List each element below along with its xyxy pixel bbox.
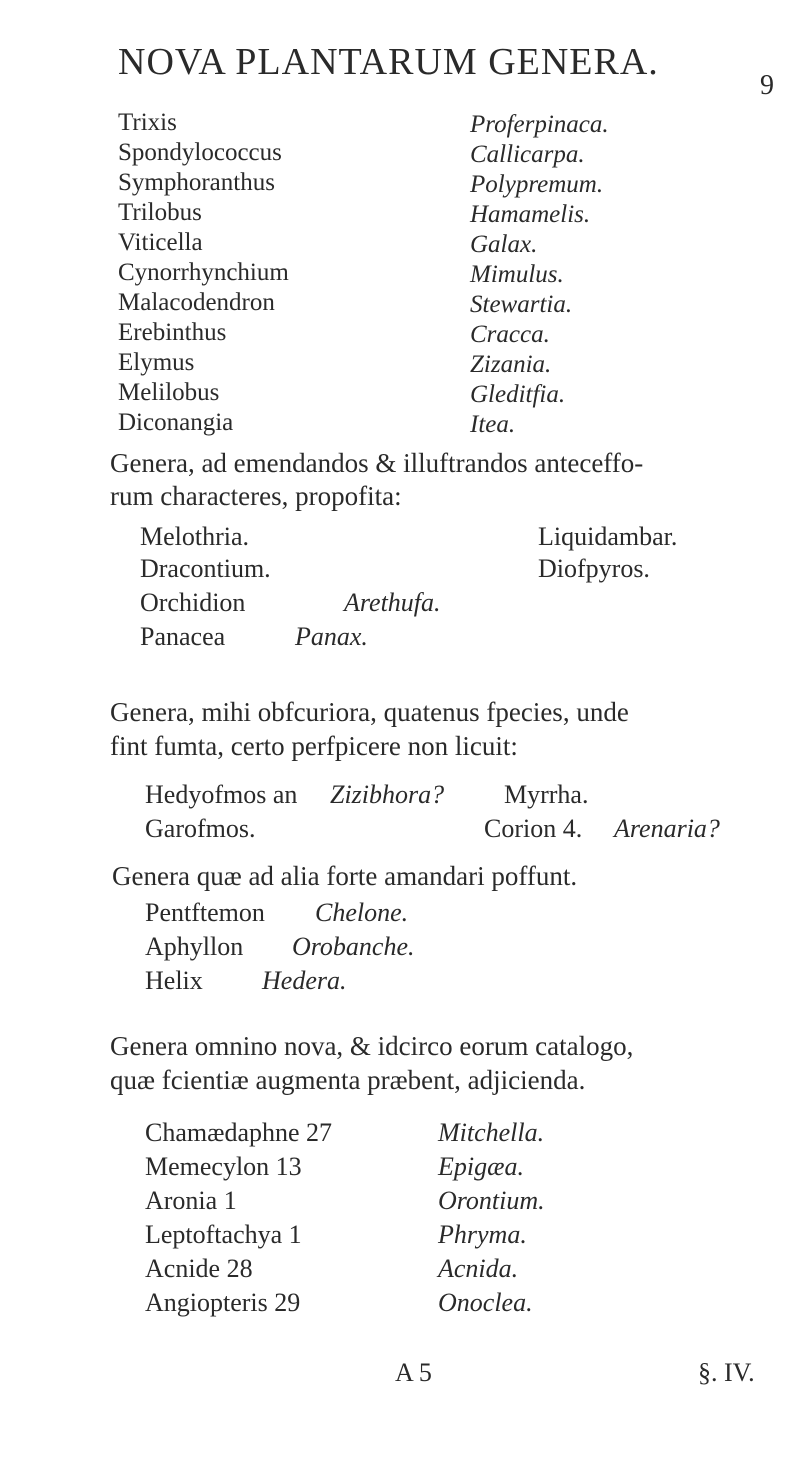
list-item: Spondylococcus — [118, 139, 282, 166]
list-item: Elymus — [118, 349, 195, 376]
list-item: Aronia 1 — [145, 1186, 237, 1215]
list-item: Hedyofmos an — [145, 780, 298, 809]
list-item: Orontium. — [438, 1186, 545, 1215]
list-item: Orchidion — [140, 588, 246, 617]
list-item: Dracontium. — [140, 554, 271, 583]
list-item: Helix — [145, 966, 203, 995]
list-item: Myrrha. — [504, 780, 589, 809]
list-item: Onoclea. — [438, 1288, 533, 1317]
list-item: Chelone. — [315, 898, 409, 927]
list-item: Cracca. — [470, 321, 550, 348]
section4-intro-line1: Genera omnino nova, & idcirco eorum catalogo, — [110, 1031, 634, 1061]
page-number: 9 — [760, 70, 774, 101]
list-item: Corion 4. — [484, 814, 583, 843]
section2-intro-line2: fint fumta, certo perfpicere non licuit: — [110, 731, 518, 761]
signature-mark: A 5 — [395, 1358, 432, 1387]
list-item: Zizania. — [470, 351, 552, 378]
list-item: Angiopteris 29 — [145, 1288, 301, 1317]
list-item: Hedera. — [262, 966, 347, 995]
list-item: Trilobus — [118, 199, 202, 226]
list-item: Pentftemon — [145, 898, 265, 927]
list-item: Cynorrhynchium — [118, 259, 289, 286]
list-item: Symphoranthus — [118, 169, 275, 196]
list-item: Polypremum. — [470, 171, 604, 198]
list-item: Proferpinaca. — [470, 111, 609, 138]
list-item: Liquidambar. — [538, 522, 678, 551]
section3-intro: Genera quæ ad alia forte amandari poffunt. — [112, 861, 578, 891]
synonym-list-left — [118, 108, 289, 438]
list-item: Leptoftachya 1 — [145, 1220, 302, 1249]
list-item: Hamamelis. — [470, 201, 591, 228]
synonym-list-right — [470, 110, 609, 440]
catchword: §. IV. — [698, 1358, 755, 1387]
list-item: Arethufa. — [344, 588, 441, 617]
section1-intro-line2: rum characteres, propofita: — [110, 481, 402, 511]
list-item: Callicarpa. — [470, 141, 585, 168]
list-item: Panax. — [295, 622, 368, 651]
list-item: Zizibhora? — [330, 780, 445, 809]
list-item: Gleditfia. — [470, 381, 566, 408]
list-item: Mimulus. — [470, 261, 564, 288]
list-item: Mitchella. — [438, 1118, 545, 1147]
list-item: Erebinthus — [118, 319, 227, 346]
list-item: Chamædaphne 27 — [145, 1118, 333, 1147]
section2-intro-line1: Genera, mihi obfcuriora, quatenus fpecies, unde — [110, 697, 629, 727]
section1-intro-line1: Genera, ad emendandos & illuftrandos anteceffo- — [110, 448, 644, 478]
list-item: Diconangia — [118, 409, 234, 436]
list-item: Malacodendron — [118, 289, 275, 316]
species-list-right — [438, 1116, 545, 1320]
list-item: Aphyllon — [145, 932, 244, 961]
list-item: Orobanche. — [292, 932, 415, 961]
list-item: Phryma. — [438, 1220, 527, 1249]
list-item: Epigæa. — [438, 1152, 524, 1181]
list-item: Trixis — [118, 109, 177, 136]
list-item: Acnida. — [438, 1254, 519, 1283]
list-item: Stewartia. — [470, 291, 573, 318]
section4-intro-line2: quæ fcientiæ augmenta præbent, adjicienda. — [110, 1065, 586, 1095]
list-item: Panacea — [140, 622, 226, 651]
species-list-left — [145, 1116, 332, 1320]
list-item: Diofpyros. — [538, 554, 650, 583]
list-item: Viticella — [118, 229, 203, 256]
list-item: Melilobus — [118, 379, 220, 406]
list-item: Memecylon 13 — [145, 1152, 302, 1181]
list-item: Garofmos. — [145, 814, 256, 843]
list-item: Arenaria? — [614, 814, 720, 843]
list-item: Melothria. — [140, 522, 250, 551]
running-title: NOVA PLANTARUM GENERA. — [118, 41, 659, 83]
list-item: Acnide 28 — [145, 1254, 253, 1283]
list-item: Itea. — [470, 411, 516, 438]
list-item: Galax. — [470, 231, 538, 258]
